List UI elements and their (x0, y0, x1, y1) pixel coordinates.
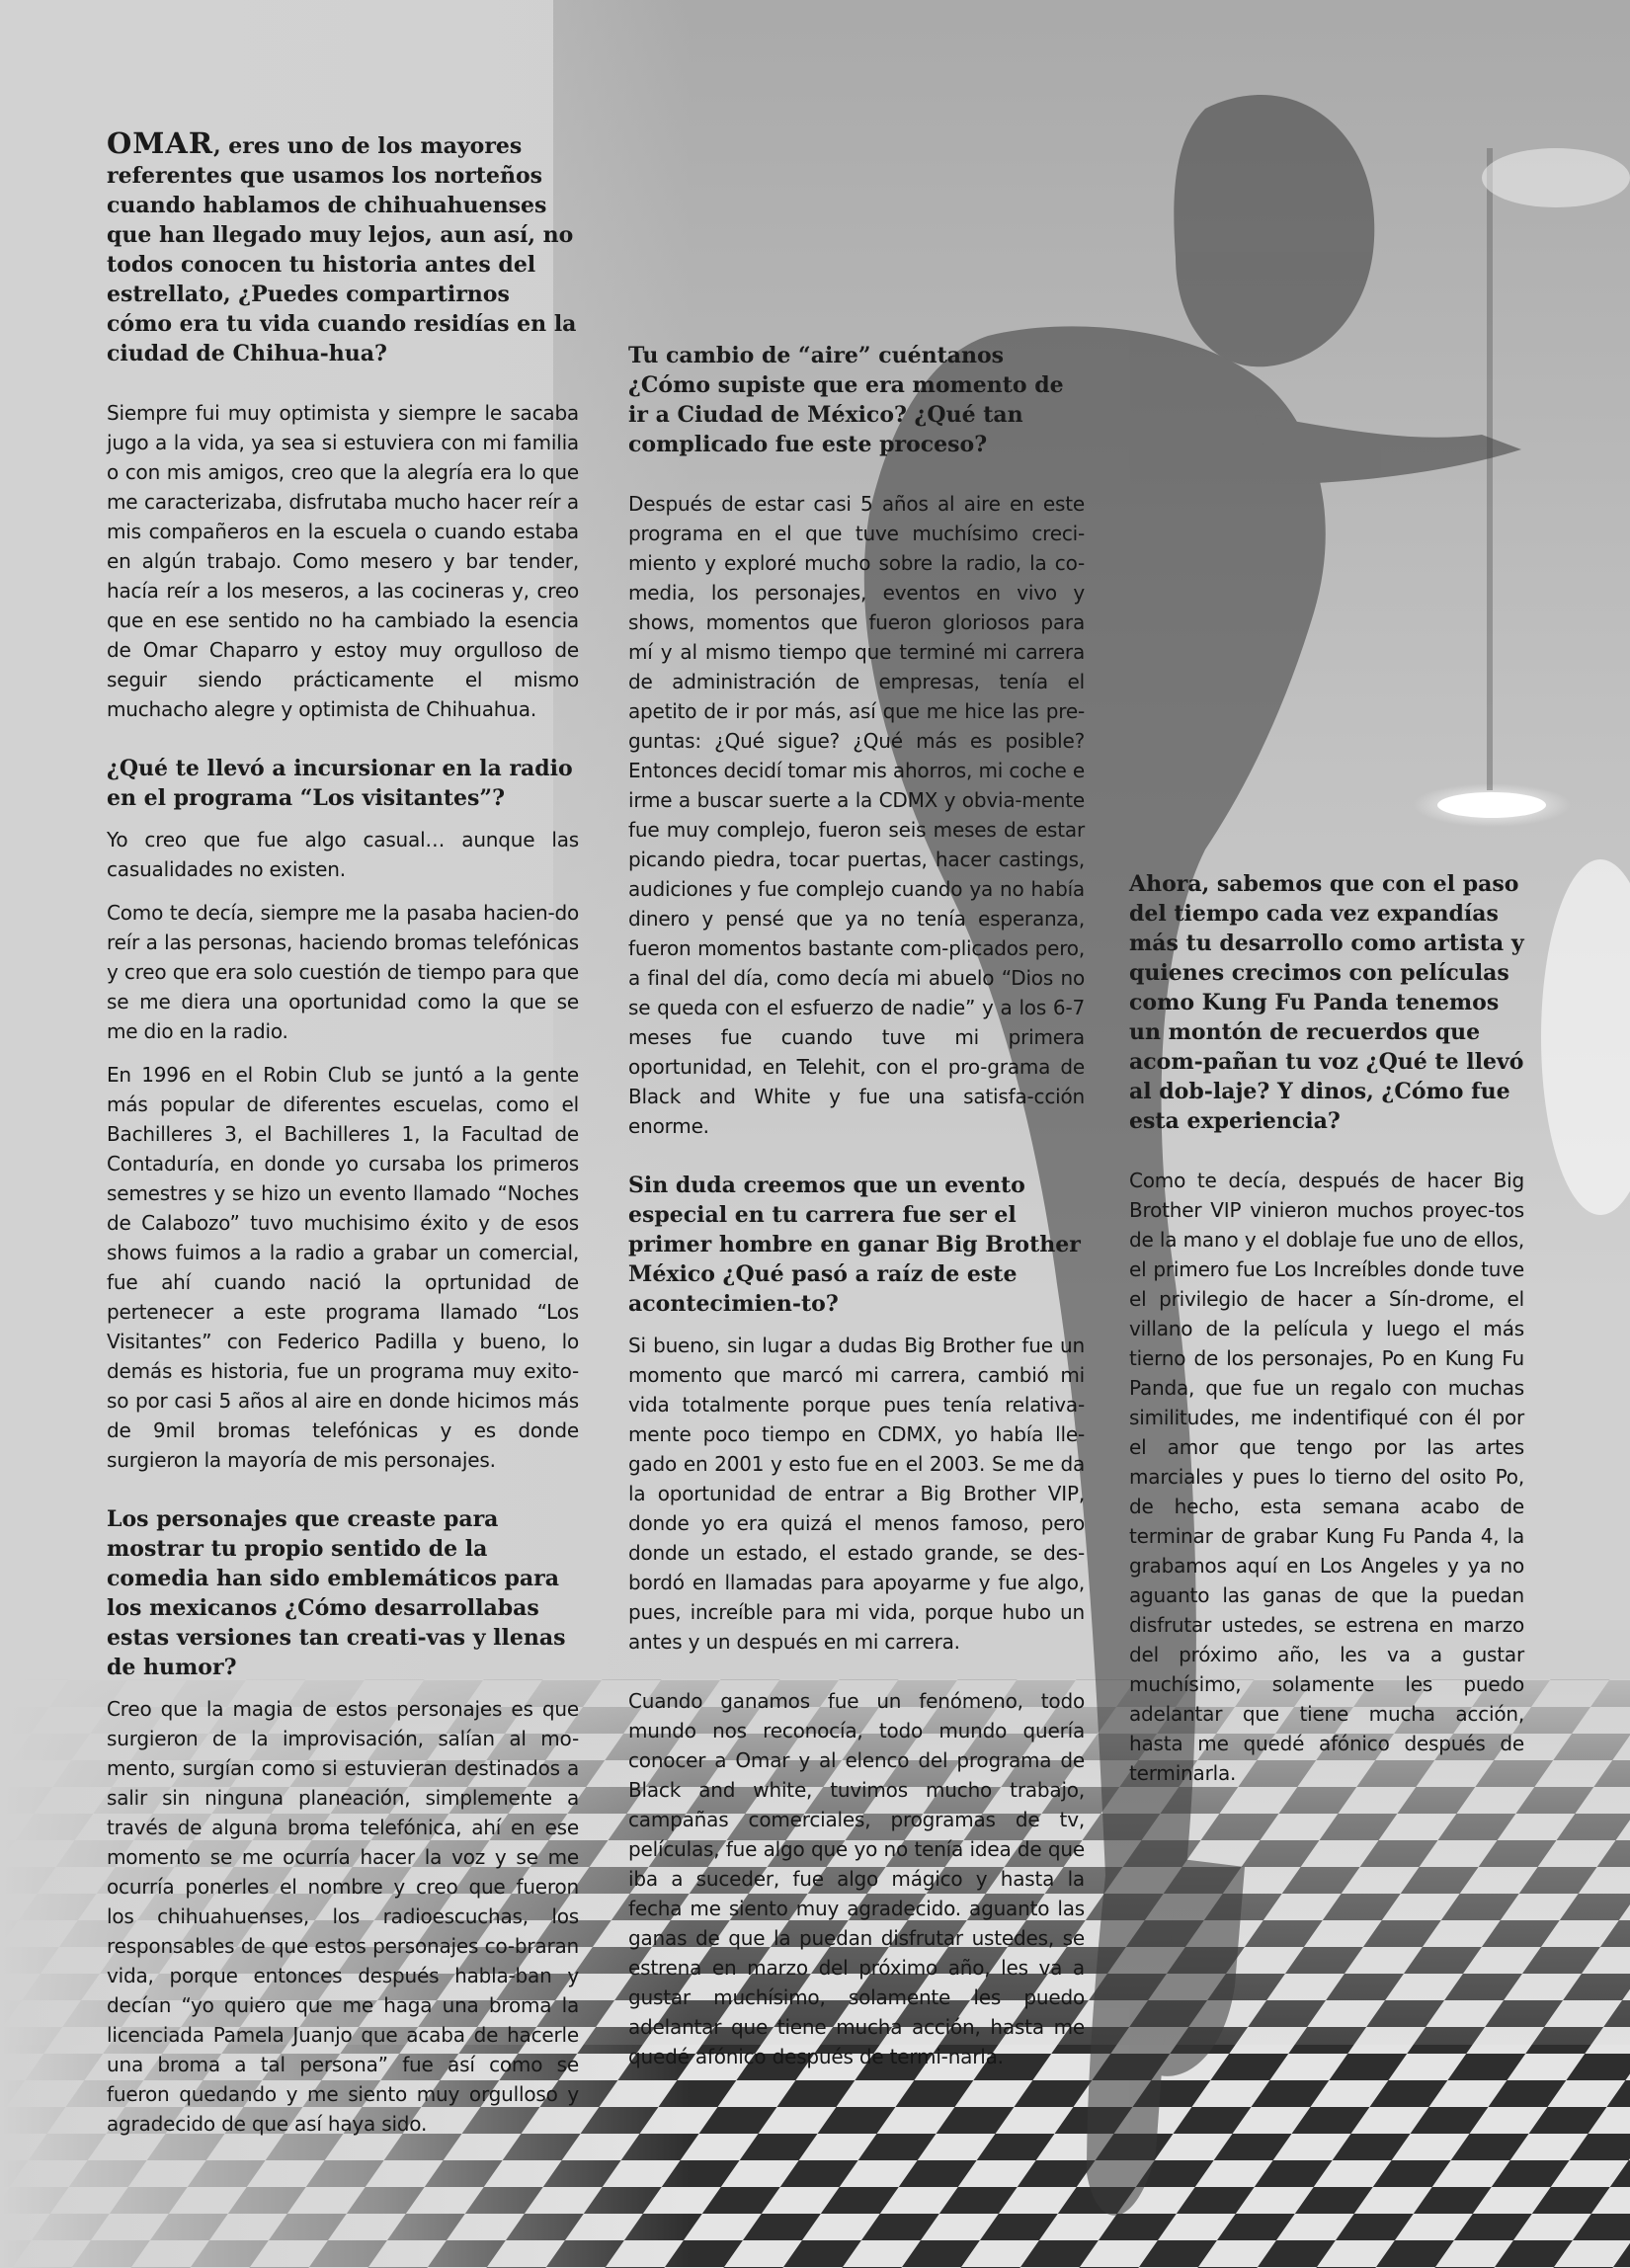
question-heading: Tu cambio de “aire” cuéntanos ¿Cómo supiste que era momento de ir a Ciudad de México? ¿Qué tan complicado fue este proceso? (628, 343, 1064, 457)
column-left (107, 128, 579, 2152)
answer-paragraph: En 1996 en el Robin Club se juntó a la gente más popular de diferentes escuelas, como el Bachilleres 3, el Bachilleres 1, la Facultad de Contaduría, en donde yo cursaba los primeros semestres y se hizo un evento llamado “Noches de Calabozo” tuvo muchisimo éxito y de esos shows fuimos a la radio a grabar un comercial, fue ahí cuando nació la oprtunidad de pertenecer a este programa llamado “Los Visitantes” con Federico Padilla y bueno, lo demás es historia, fue un programa muy exito-so por casi 5 años al aire en donde hicimos más de 9mil bromas telefónicas y es donde surgieron la mayoría de mis personajes. (107, 1063, 579, 1472)
answer-paragraph: Yo creo que fue algo casual… aunque las casualidades no existen. (107, 828, 579, 881)
answer-paragraph: Si bueno, sin lugar a dudas Big Brother fue un momento que marcó mi carrera, cambió mi vida totalmente porque pues tenía relativa-mente poco tiempo en CDMX, yo había lle-gado en 2001 y esto fue en el 2003. Se me da la oportunidad de entrar a Big Brother VIP, donde yo era quizá el menos famoso, pero donde un estado, el estado grande, se des-bordó en llamadas para apoyarme y fue algo, pues, increíble para mi vida, porque hubo un antes y un después en mi carrera. (628, 1334, 1085, 1654)
column-middle (628, 341, 1085, 2085)
question-heading: Los personajes que creaste para mostrar tu propio sentido de la comedia han sido emblemáticos para los mexicanos ¿Cómo desarrollabas estas versiones tan creati-vas y llenas de humor? (107, 1506, 566, 1680)
intro-lead: OMAR (107, 126, 213, 160)
answer-paragraph: Siempre fui muy optimista y siempre le sacaba jugo a la vida, ya sea si estuviera con mi familia o con mis amigos, creo que la alegría era lo que me caracterizaba, disfrutaba mucho hacer reír a mis compañeros en la escuela o cuando estaba en algún trabajo. Como mesero y bar tender, hacía reír a los meseros, a las cocineras y, creo que en ese sentido no ha cambiado la esencia de Omar Chaparro y estoy muy orgulloso de seguir siendo prácticamente el mismo muchacho alegre y optimista de Chihuahua. (107, 401, 579, 721)
answer-paragraph: Después de estar casi 5 años al aire en este programa en el que tuve muchísimo creci-miento y exploré mucho sobre la radio, la co-media, los personajes, eventos en vivo y shows, momentos que fueron gloriosos para mí y al mismo tiempo que terminé mi carrera de administración de empresas, tenía el apetito de ir por más, así que me hice las pre-guntas: ¿Qué sigue? ¿Qué más es posible? Entonces decidí tomar mis ahorros, mi coche e irme a buscar suerte a la CDMX y obvia-mente fue muy complejo, fueron seis meses de estar picando piedra, tocar puertas, hacer castings, audiciones y fue complejo cuando ya no había dinero y pensé que ya no tenía esperanza, fueron momentos bastante com-plicados pero, a final del día, como decía mi abuelo “Dios no se queda con el esfuerzo de nadie” y a los 6-7 meses fue cuando tuve mi primera oportunidad, en Telehit, con el pro-grama de Black and White y fue una satisfa-cción enorme. (628, 492, 1085, 1138)
answer-paragraph: Como te decía, después de hacer Big Brother VIP vinieron muchos proyec-tos de la mano y el doblaje fue uno de ellos, el primero fue Los Increíbles donde tuve el privilegio de hacer a Sín-drome, el villano de la película y luego el más tierno de los personajes, Po en Kung Fu Panda, que fue un regalo con muchas similitudes, me indentifiqué con él por el amor que tengo por las artes marciales y pues lo tierno del osito Po, de hecho, esta semana acabo de terminar de grabar Kung Fu Panda 4, la grabamos aquí en Los Angeles y ya no aguanto las ganas de que la puedan disfrutar ustedes, se estrena en marzo del próximo año, les va a gustar muchísimo, solamente les puedo adelantar que tiene mucha acción, hasta me quedé afónico después de terminarla. (1129, 1169, 1524, 1785)
question-heading: Sin duda creemos que un evento especial en tu carrera fue ser el primer hombre en ganar Big Brother México ¿Qué pasó a raíz de este acontecimien-to? (628, 1173, 1081, 1317)
intro-question-text: , eres uno de los mayores referentes que usamos los norteños cuando hablamos de chihuahuenses que han llegado muy lejos, aun así, no todos conocen tu historia antes del estrellato, ¿Puedes compartirnos cómo era tu vida cuando residías en la ciudad de Chihua-hua? (107, 133, 577, 366)
question-heading: ¿Qué te llevó a incursionar en la radio en el programa “Los visitantes”? (107, 756, 573, 811)
intro-question (107, 128, 579, 368)
question-heading: Ahora, sabemos que con el paso del tiempo cada vez expandías más tu desarrollo como artista y quienes crecimos con películas como Kung Fu Panda tenemos un montón de recuerdos que acom-pañan tu voz ¿Qué te llevó al dob-laje? Y dinos, ¿Cómo fue esta experiencia? (1129, 871, 1524, 1134)
column-right (1129, 869, 1524, 1802)
answer-paragraph: Cuando ganamos fue un fenómeno, todo mundo nos reconocía, todo mundo quería conocer a Omar y al elenco del programa de Black and white, tuvimos mucho trabajo, campañas comerciales, programas de tv, películas, fue algo que yo no tenía idea de que iba a suceder, fue algo mágico y hasta la fecha me siento muy agradecido. aguanto las ganas de que la puedan disfrutar ustedes, se estrena en marzo del próximo año, les va a gustar muchísimo, solamente les puedo adelantar que tiene mucha acción, hasta me quedé afónico después de termi-narla. (628, 1689, 1085, 2068)
answer-paragraph: Como te decía, siempre me la pasaba hacien-do reír a las personas, haciendo bromas telefónicas y creo que era solo cuestión de tiempo para que se me diera una oportunidad como la que se me dio en la radio. (107, 901, 579, 1043)
answer-paragraph: Creo que la magia de estos personajes es que surgieron de la improvisación, salían al mo-mento, surgían como si estuvieran destinados a salir sin ninguna planeación, simplemente a través de alguna broma telefónica, ahí en ese momento se me ocurría hacer la voz y se me ocurría ponerles el nombre y creo que fueron los chihuahuenses, los radioescuchas, los responsables de que estos personajes co-braran vida, porque entonces después habla-ban y decían “yo quiero que me haga una broma la licenciada Pamela Juanjo que acaba de hacerle una broma a tal persona” fue así como se fueron quedando y me siento muy orgulloso y agradecido de que así haya sido. (107, 1697, 579, 2136)
